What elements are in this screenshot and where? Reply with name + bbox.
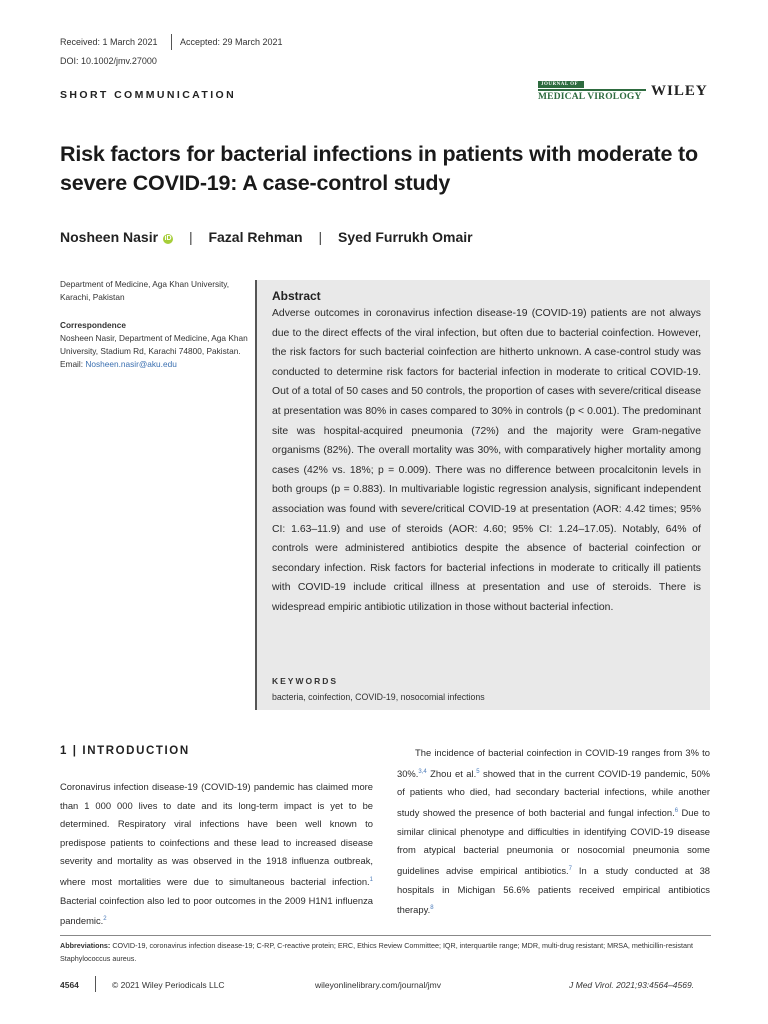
keywords-text: bacteria, coinfection, COVID-19, nosocomial infections xyxy=(272,692,485,702)
reference-link[interactable]: 3,4 xyxy=(418,768,427,775)
reference-link[interactable]: 8 xyxy=(430,905,434,912)
journal-logo-top: JOURNAL OF xyxy=(538,81,584,88)
author-name[interactable]: Nosheen Nasir xyxy=(60,229,159,245)
page-number: 4564 xyxy=(60,980,79,990)
author-separator: | xyxy=(318,229,323,245)
affiliation-block xyxy=(60,278,250,371)
journal-logo[interactable] xyxy=(538,81,646,103)
paragraph-text: Zhou et al. xyxy=(426,767,477,779)
paragraph-text: Bacterial coinfection also led to poor outcomes in the 2009 H1N1 influenza pandemic. xyxy=(60,894,373,927)
author-name[interactable]: Fazal Rehman xyxy=(208,229,303,245)
affiliation-department: Department of Medicine, Aga Khan University, Karachi, Pakistan xyxy=(60,279,230,302)
citation: J Med Virol. 2021;93:4564–4569. xyxy=(569,980,695,990)
paragraph-text: Coronavirus infection disease-19 (COVID-19) pandemic has claimed more than 1 000 000 lives to date and its long-term impact is yet to be determined. Respiratory viral infections have been well known to predispose patients to coinfections and these lead to increased disease severity and mortality as was observed in the 1918 influenza outbreak, where most mortalities were due to simultaneous bacterial infection. xyxy=(60,781,373,888)
publisher-logo[interactable]: WILEY xyxy=(651,83,708,99)
header-divider xyxy=(171,34,172,50)
reference-link[interactable]: 6 xyxy=(674,807,679,814)
footnote-rule xyxy=(60,935,711,936)
copyright: © 2021 Wiley Periodicals LLC xyxy=(112,980,225,990)
reference-link[interactable]: 5 xyxy=(476,768,480,775)
paragraph-text: The incidence of bacterial coinfection in COVID-19 ranges from 3% to 30%. xyxy=(397,747,710,779)
doi[interactable]: DOI: 10.1002/jmv.27000 xyxy=(60,56,157,66)
paragraph-text: Due to similar clinical phenotype and difficulties in identifying COVID-19 disease from atypical bacterial pneumonia or nosocomial pneumonia some guidelines advise empirical antibiotics. xyxy=(397,807,710,876)
correspondence-address: Nosheen Nasir, Department of Medicine, Aga Khan University, Stadium Rd, Karachi 74800, Pakistan. xyxy=(60,333,248,356)
accepted-date: Accepted: 29 March 2021 xyxy=(180,37,283,47)
author-separator: | xyxy=(188,229,193,245)
paragraph-text: In a study conducted at 38 hospitals in Michigan 56.6% patients received empirical antibiotics therapy. xyxy=(397,864,711,916)
intro-column-1 xyxy=(60,778,373,931)
author-list xyxy=(60,229,473,245)
author-name[interactable]: Syed Furrukh Omair xyxy=(338,229,473,245)
journal-url[interactable]: wileyonlinelibrary.com/journal/jmv xyxy=(315,980,441,990)
footer-divider xyxy=(95,976,96,992)
email-link[interactable]: Nosheen.nasir@aku.edu xyxy=(85,359,177,369)
reference-link[interactable]: 7 xyxy=(568,865,572,872)
abbreviations-text: COVID-19, coronavirus infection disease-19; C-RP, C-reactive protein; ERC, Ethics Review Committee; IQR, interquartile range; MDR, multi-drug resistant; MRSA, methicillin-resistant Staphylococcus aureus. xyxy=(60,941,693,963)
journal-logo-main: MEDICAL VIROLOGY xyxy=(538,89,646,102)
reference-link[interactable]: 2 xyxy=(103,916,107,923)
abbreviations-label: Abbreviations: xyxy=(60,941,111,950)
abstract-text: Adverse outcomes in coronavirus infection disease-19 (COVID-19) patients are not always due to the direct effects of the viral infection, but often due to bacterial coinfection. However, the risk factors for such bacterial coinfection are hitherto unknown. A case-control study was conducted to determine risk factors for bacterial infection in moderate to critical COVID-19. Out of a total of 50 cases and 50 controls, the proportion of cases with severe/critical disease at presentation was 80% in cases compared to 30% in controls (p < 0.001). The predominant site was hospital-acquired pneumonia (72%) and the majority were Gram-negative organisms (82%). The overall mortality was 30%, with comparatively higher mortality among cases (42% vs. 18%; p = 0.009). There was no difference between procalcitonin levels in both groups (p = 0.883). In multivariable logistic regression analysis, significant independent association was found with severe/critical COVID-19 at presentation (AOR: 4.42 times; 95% CI: 1.63–11.9) and use of steroids (AOR: 4.60; 95% CI: 1.24–17.05). Notably, 64% of controls were administered antibiotics despite the absence of bacterial coinfection or secondary infection. Risk factors for bacterial infections in moderate to critically ill patients with COVID-19 include critical illness at presentation and use of steroids. There is widespread empiric antibiotic utilization in those without bacterial infection. xyxy=(272,308,701,613)
reference-link[interactable]: 1 xyxy=(369,876,373,883)
intro-column-2 xyxy=(397,744,710,920)
email-label: Email: xyxy=(60,359,84,369)
correspondence-label: Correspondence xyxy=(60,320,126,330)
received-date: Received: 1 March 2021 xyxy=(60,37,158,47)
abstract-heading: Abstract xyxy=(272,289,321,303)
abstract-divider xyxy=(255,280,257,710)
orcid-icon[interactable]: iD xyxy=(164,235,172,242)
article-title: Risk factors for bacterial infections in patients with moderate to severe COVID-19: A case-control study xyxy=(60,142,698,195)
article-type: SHORT COMMUNICATION xyxy=(60,89,237,101)
keywords-heading: KEYWORDS xyxy=(272,676,339,686)
abbreviations-footnote xyxy=(60,939,711,965)
paragraph-text: showed that in the current COVID-19 pandemic, 50% of patients who died, had secondary bacterial infections, while another study showed the presence of both bacterial and fungal infection. xyxy=(397,767,711,819)
section-heading: 1 | INTRODUCTION xyxy=(60,745,190,757)
